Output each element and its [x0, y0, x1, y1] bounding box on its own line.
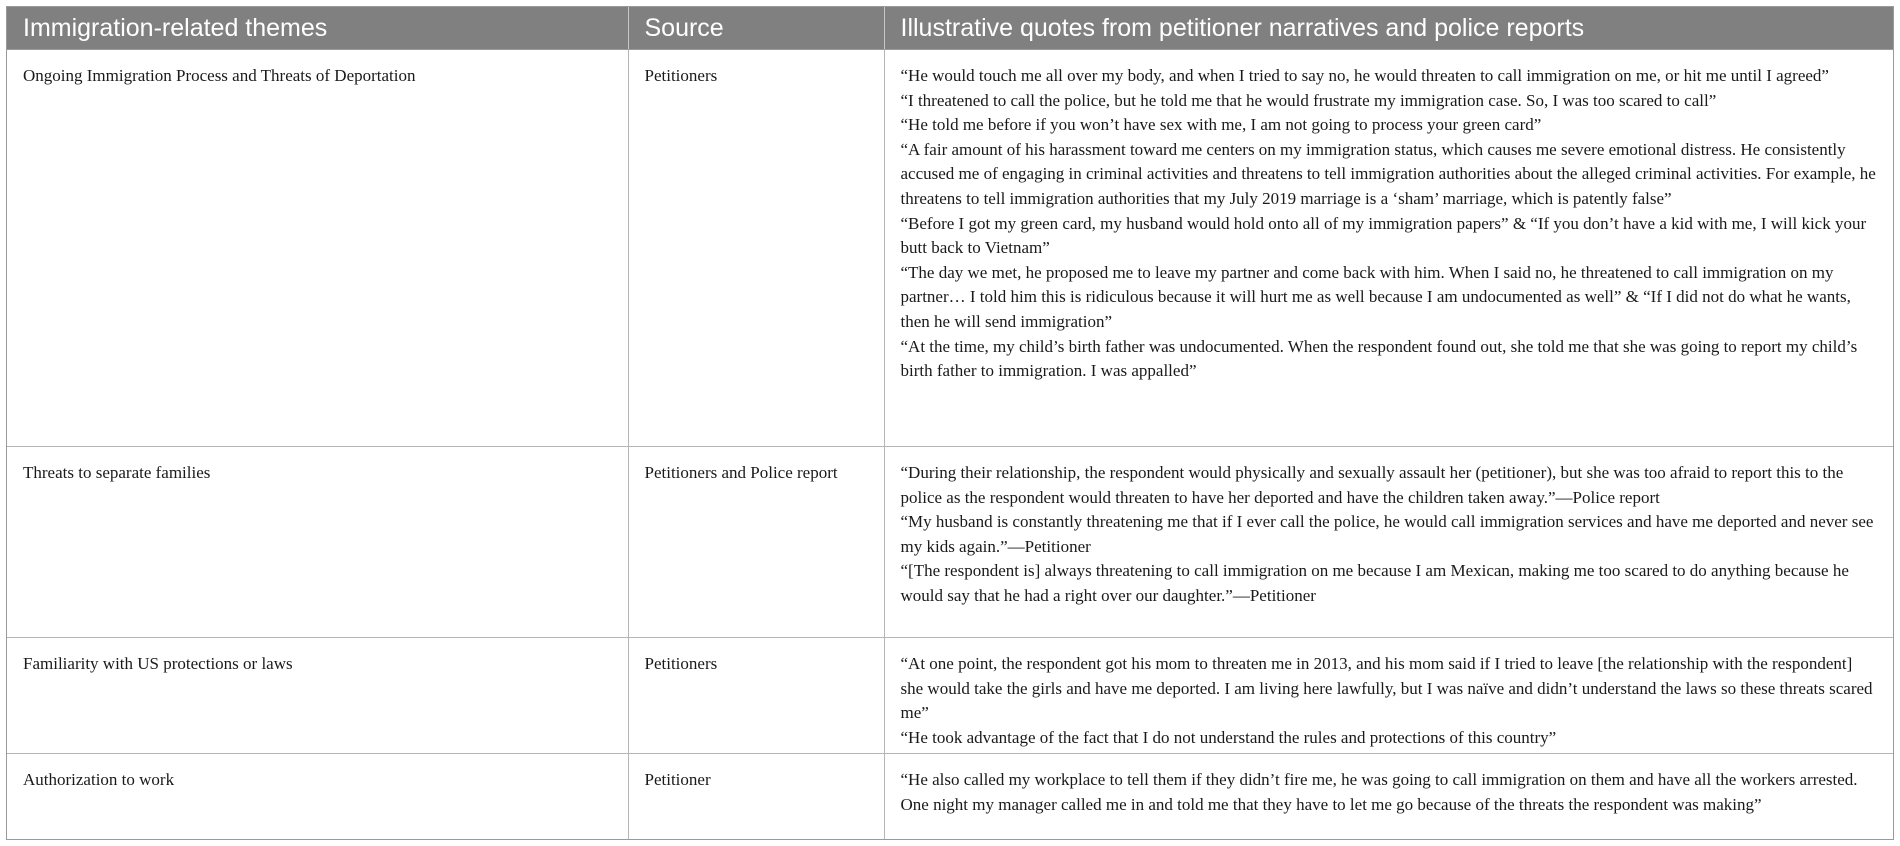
quotes-cell	[884, 50, 1893, 447]
table-row	[7, 447, 1893, 638]
quotes-cell	[884, 638, 1893, 754]
table-row	[7, 638, 1893, 754]
quote-text: “He also called my workplace to tell them if they didn’t fire me, he was going to call immigration on them and have all the workers arrested. One night my manager called me in and told me that they have to let me go because of the threats the respondent was making”	[900, 770, 1858, 814]
header-theme: Immigration-related themes	[7, 7, 628, 50]
quote-text: “At one point, the respondent got his mom to threaten me in 2013, and his mom said if I tried to leave [the relationship with the respondent] she would take the girls and have me deported. I am living here lawfully, but I was naïve and didn’t understand the laws so these threats scared me”	[900, 654, 1873, 723]
source-cell: Petitioner	[628, 754, 884, 841]
quote-text: “During their relationship, the respondent would physically and sexually assault her (petitioner), but she was too afraid to report this to the police as the respondent would threaten to have her deported and have the children taken away.”—Police report	[900, 463, 1844, 507]
quote-text: “Before I got my green card, my husband would hold onto all of my immigration papers” & “If you don’t have a kid with me, I will kick your butt back to Vietnam”	[900, 213, 1867, 258]
immigration-themes-table	[7, 7, 1893, 840]
quote-text: “A fair amount of his harassment toward me centers on my immigration status, which causes me severe emotional distress. He consistently accused me of engaging in criminal activities and threatens to tell immigration authorities about the alleged criminal activities. For example, he threatens to tell immigration authorities that my July 2019 marriage is a ‘sham’ marriage, which is patently false”	[900, 139, 1876, 208]
table-row	[7, 50, 1893, 447]
source-cell: Petitioners	[628, 638, 884, 754]
quotes-cell	[884, 754, 1893, 841]
quote-text: “He would touch me all over my body, and when I tried to say no, he would threaten to call immigration on me, or hit me until I agreed”	[900, 66, 1829, 85]
quote-text: “My husband is constantly threatening me that if I ever call the police, he would call immigration services and have me deported and never see my kids again.”—Petitioner	[900, 512, 1874, 556]
immigration-themes-table-container	[6, 6, 1894, 840]
header-quotes: Illustrative quotes from petitioner narratives and police reports	[884, 7, 1893, 50]
quote-text: “I threatened to call the police, but he told me that he would frustrate my immigration case. So, I was too scared to call”	[900, 90, 1717, 110]
theme-cell: Threats to separate families	[7, 447, 628, 638]
source-cell: Petitioners	[628, 50, 884, 447]
header-source: Source	[628, 7, 884, 50]
quote-text: “[The respondent is] always threatening to call immigration on me because I am Mexican, making me too scared to do anything because he would say that he had a right over our daughter.”—Petitioner	[900, 561, 1849, 605]
table-header-row	[7, 7, 1893, 50]
source-cell: Petitioners and Police report	[628, 447, 884, 638]
quote-text: “At the time, my child’s birth father was undocumented. When the respondent found out, she told me that she was going to report my child’s birth father to immigration. I was appalled”	[900, 336, 1858, 381]
table-row	[7, 754, 1893, 841]
theme-cell: Familiarity with US protections or laws	[7, 638, 628, 754]
theme-cell: Authorization to work	[7, 754, 628, 841]
theme-cell: Ongoing Immigration Process and Threats of Deportation	[7, 50, 628, 447]
quotes-cell	[884, 447, 1893, 638]
quote-text: “He took advantage of the fact that I do not understand the rules and protections of this country”	[900, 727, 1557, 747]
quote-text: “The day we met, he proposed me to leave my partner and come back with him. When I said no, he threatened to call immigration on my partner… I told him this is ridiculous because it will hurt me as well because I am undocumented as well” & “If I did not do what he wants, then he will send immigration”	[900, 262, 1851, 331]
quote-text: “He told me before if you won’t have sex with me, I am not going to process your green card”	[900, 115, 1542, 135]
